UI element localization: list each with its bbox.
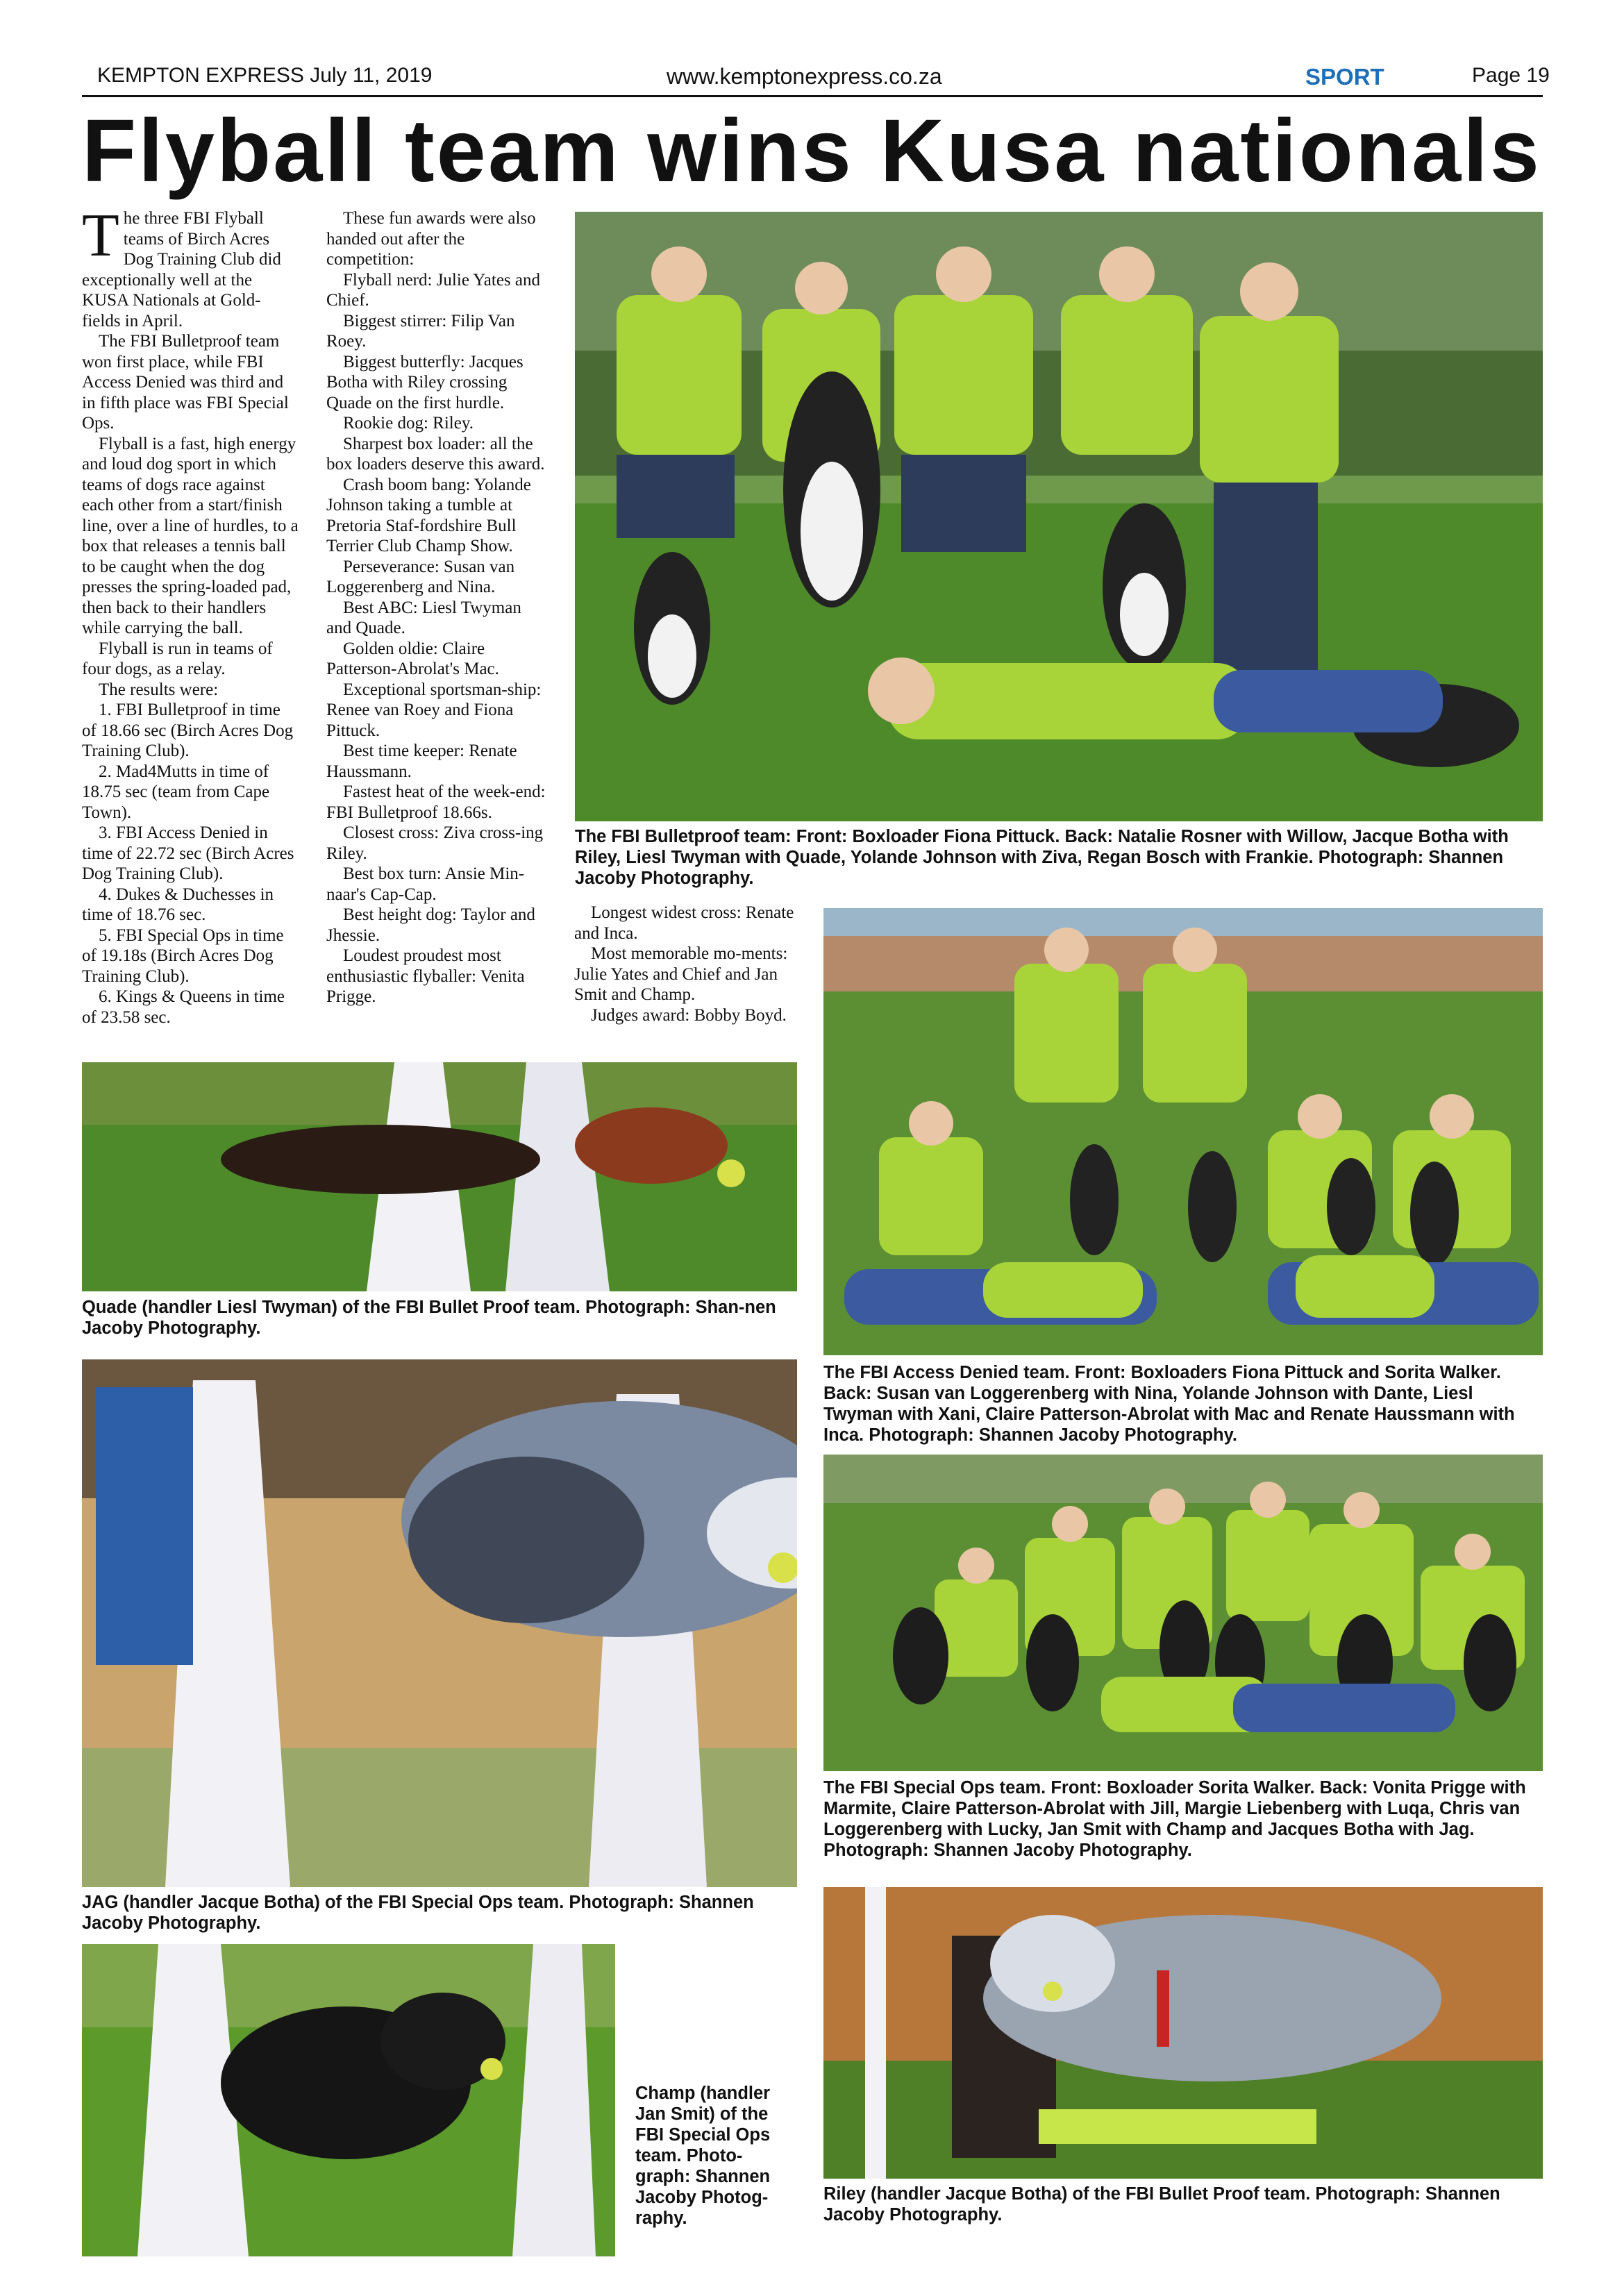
caption-quade: Quade (handler Liesl Twyman) of the FBI Bullet Proof team. Photograph: Shan-nen Jacoby Photography. xyxy=(82,1298,776,1338)
article-paragraph: These fun awards were also handed out after the competition: xyxy=(326,209,536,269)
award-item: Sharpest box loader: all the box loaders deserve this award. xyxy=(326,434,545,474)
page-number: Page 19 xyxy=(1472,64,1550,87)
award-item: Best time keeper: Renate Haussmann. xyxy=(326,741,517,781)
photo-access-denied-team xyxy=(823,908,1543,1355)
caption-special-ops-team: The FBI Special Ops team. Front: Boxloader Sorita Walker. Back: Vonita Prigge with Marmite, Claire Patterson-Abrolat with Jill, Margie Liebenberg with Luqa, Chris van Loggerenberg with Lucky, Jan Smit with Champ and Jacques Botha with Jag. Photograph: Shannen Jacoby Photography. xyxy=(823,1778,1526,1860)
section-label: SPORT xyxy=(1305,64,1384,90)
award-item: Flyball nerd: Julie Yates and Chief. xyxy=(326,270,541,310)
result-item: 4. Dukes & Duchesses in time of 18.76 sec. xyxy=(82,885,274,924)
website-url[interactable]: www.kemptonexpress.co.za xyxy=(667,64,942,89)
photo-jag xyxy=(82,1359,797,1887)
photo-bulletproof-team xyxy=(575,212,1543,821)
award-item: Rookie dog: Riley. xyxy=(343,414,474,433)
award-item: Best ABC: Liesl Twyman and Quade. xyxy=(326,598,521,637)
photo-riley xyxy=(823,1887,1543,2179)
award-item: Best height dog: Taylor and Jhessie. xyxy=(326,905,535,945)
article-column-1 xyxy=(82,202,299,1055)
dropcap: T xyxy=(82,202,119,269)
headline: Flyball team wins Kusa nationals xyxy=(82,101,1541,201)
article-paragraph: Flyball is a fast, high energy and loud dog sport in which teams of dogs race against each other from a start/finish line, over a line of hurdles, to a box that releases a tennis ball to be caught when the dog presses the spring-loaded pad, then back to their handlers while carrying the ball. xyxy=(82,434,299,637)
photo-special-ops-team xyxy=(823,1455,1543,1771)
award-item: Crash boom bang: Yolande Johnson taking a tumble at Pretoria Staf-fordshire Bull Terrier Club Champ Show. xyxy=(326,475,531,555)
award-item: Fastest heat of the week-end: FBI Bulletproof 18.66s. xyxy=(326,782,546,822)
award-item: Golden oldie: Claire Patterson-Abrolat's Mac. xyxy=(326,639,499,678)
article-column-2 xyxy=(326,208,547,1055)
result-item: 2. Mad4Mutts in time of 18.75 sec (team from Cape Town). xyxy=(82,762,270,822)
result-item: 3. FBI Access Denied in time of 22.72 sec (Birch Acres Dog Training Club). xyxy=(82,823,294,883)
award-item: Closest cross: Ziva cross-ing Riley. xyxy=(326,823,544,863)
award-item: Most memorable mo-ments: Julie Yates and Chief and Jan Smit and Champ. xyxy=(574,944,788,1004)
result-item: 5. FBI Special Ops in time of 19.18s (Birch Acres Dog Training Club). xyxy=(82,925,284,986)
award-item: Loudest proudest most enthusiastic flyballer: Venita Prigge. xyxy=(326,946,525,1006)
award-item: Biggest butterfly: Jacques Botha with Riley crossing Quade on the first hurdle. xyxy=(326,352,524,412)
caption-champ: Champ (handler Jan Smit) of the FBI Special Ops team. Photo-graph: Shannen Jacoby Photog-raphy. xyxy=(635,2084,771,2228)
article-paragraph: The three FBI Flyball teams of Birch Acres Dog Training Club did exceptionally well at the KUSA Nationals at Gold-fields in April. xyxy=(82,202,281,330)
photo-quade xyxy=(82,1062,797,1291)
result-item: 1. FBI Bulletproof in time of 18.66 sec (Birch Acres Dog Training Club). xyxy=(82,701,294,760)
award-item: Exceptional sportsman-ship: Renee van Roey and Fiona Pittuck. xyxy=(326,680,542,740)
header-rule xyxy=(82,95,1543,97)
caption-access-denied-team: The FBI Access Denied team. Front: Boxloaders Fiona Pittuck and Sorita Walker. Back: Susan van Loggerenberg with Nina, Yolande Johnson with Dante, Liesl Twyman with Xani, Claire Patterson-Abrolat with Mac and Renate Haussmann with Inca. Photograph: Shannen Jacoby Photography. xyxy=(823,1363,1515,1445)
award-item: Perseverance: Susan van Loggerenberg and Nina. xyxy=(326,557,515,596)
award-item: Judges award: Bobby Boyd. xyxy=(591,1005,787,1025)
photo-champ xyxy=(82,1944,615,2256)
award-item: Best box turn: Ansie Min-naar's Cap-Cap. xyxy=(326,864,525,904)
article-paragraph: Flyball is run in teams of four dogs, as a relay. xyxy=(82,639,273,678)
caption-riley: Riley (handler Jacque Botha) of the FBI Bullet Proof team. Photograph: Shannen Jacoby Photography. xyxy=(823,2184,1500,2224)
article-column-3 xyxy=(574,903,796,1055)
article-paragraph: The results were: xyxy=(99,680,219,699)
caption-bulletproof-team: The FBI Bulletproof team: Front: Boxloader Fiona Pittuck. Back: Natalie Rosner with Willow, Jacque Botha with Riley, Liesl Twyman with Quade, Yolande Johnson with Ziva, Regan Bosch with Frankie. Photograph: Shannen Jacoby Photography. xyxy=(575,827,1509,888)
caption-jag: JAG (handler Jacque Botha) of the FBI Special Ops team. Photograph: Shannen Jacoby Photography. xyxy=(82,1893,754,1933)
award-item: Biggest stirrer: Filip Van Roey. xyxy=(326,311,515,351)
article-paragraph: The FBI Bulletproof team won first place, while FBI Access Denied was third and in fifth place was FBI Special Ops. xyxy=(82,332,289,433)
publication-date: KEMPTON EXPRESS July 11, 2019 xyxy=(97,64,433,87)
result-item: 6. Kings & Queens in time of 23.58 sec. xyxy=(82,987,285,1027)
award-item: Longest widest cross: Renate and Inca. xyxy=(574,903,794,943)
